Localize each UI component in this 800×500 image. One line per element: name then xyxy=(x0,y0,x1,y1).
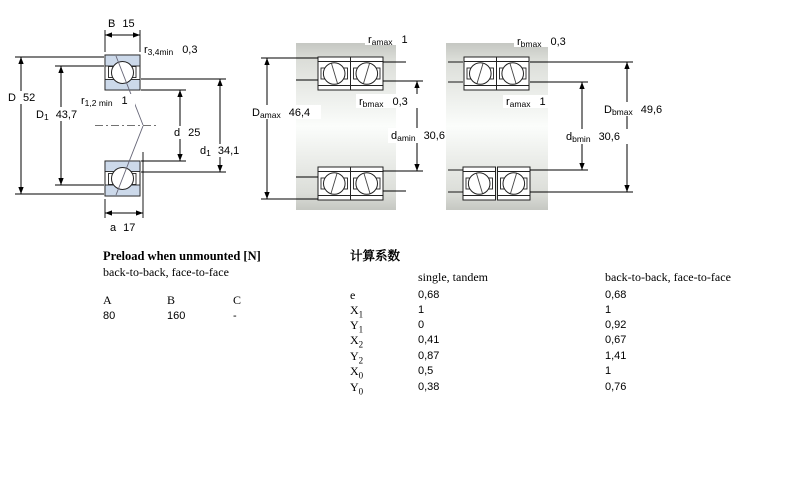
label-r12min: r1,2 min 1 xyxy=(81,95,128,108)
bearing-section xyxy=(351,167,384,200)
label-damin: damin 30,6 xyxy=(391,130,445,143)
label-rbmax-b: rbmax 0,3 xyxy=(517,36,566,49)
factor-value-single: 1 xyxy=(418,304,425,316)
bearing-section xyxy=(464,57,497,90)
factor-value-single: 0,41 xyxy=(418,334,440,346)
factors-col1-header: single, tandem xyxy=(418,270,488,284)
preload-value-c: - xyxy=(233,310,237,322)
factor-value-b2b: 1 xyxy=(605,304,612,316)
factor-value-b2b: 0,92 xyxy=(605,319,627,331)
dimension-D xyxy=(15,57,104,194)
preload-value-a: 80 xyxy=(103,310,116,322)
label-D1: D1 43,7 xyxy=(36,109,78,122)
paired-bearing-drawing-b xyxy=(446,35,671,210)
bearing-section xyxy=(351,57,384,90)
bearing-section xyxy=(318,57,351,90)
single-bearing-drawing xyxy=(5,18,241,234)
factor-row-label: $Y_2$ xyxy=(350,349,364,366)
preload-subtitle: back-to-back, face-to-face xyxy=(103,265,229,279)
label-D: D 52 xyxy=(8,92,36,104)
label-a: a 17 xyxy=(110,222,136,234)
label-Damax: Damax 46,4 xyxy=(252,107,311,120)
bearing-drawings xyxy=(0,0,800,245)
label-r34min: r3,4min 0,3 xyxy=(144,44,198,57)
bearing-section-top xyxy=(105,55,143,125)
bearing-section-bottom xyxy=(105,126,143,196)
paired-bearing-drawing-a xyxy=(249,33,454,210)
factor-value-single: 0,5 xyxy=(418,365,434,377)
bearing-section xyxy=(498,167,531,200)
preload-col-header-a: A xyxy=(103,293,112,307)
label-dbmin: dbmin 30,6 xyxy=(566,131,620,144)
factor-value-single: 0,87 xyxy=(418,350,440,362)
label-d1: d1 34,1 xyxy=(200,145,240,158)
label-rbmax-a: rbmax 0,3 xyxy=(359,96,408,109)
label-ramax-a: ramax 1 xyxy=(368,34,408,47)
preload-col-header-c: C xyxy=(233,293,242,307)
bearing-section xyxy=(497,57,530,90)
preload-title: Preload when unmounted [N] xyxy=(103,249,261,263)
factor-value-single: 0 xyxy=(418,319,425,331)
factor-row-label: $X_1$ xyxy=(350,303,364,320)
label-B: B 15 xyxy=(108,18,135,30)
factor-value-b2b: 1,41 xyxy=(605,350,627,362)
dimension-B xyxy=(105,30,140,52)
factor-row-label: $Y_1$ xyxy=(350,318,364,335)
factor-value-single: 0,68 xyxy=(418,289,440,301)
bearing-section xyxy=(463,167,496,200)
factor-row-label: $X_2$ xyxy=(350,333,364,350)
label-ramax-b: ramax 1 xyxy=(506,96,546,109)
factor-value-single: 0,38 xyxy=(418,381,440,393)
factor-row-label: $Y_0$ xyxy=(350,380,364,397)
dimension-d1 xyxy=(141,79,226,172)
factor-row-label: $X_0$ xyxy=(350,364,364,381)
factor-value-b2b: 0,68 xyxy=(605,289,627,301)
factor-value-b2b: 1 xyxy=(605,365,612,377)
label-Dbmax: Dbmax 49,6 xyxy=(604,104,663,117)
label-d: d 25 xyxy=(174,127,201,139)
factors-col2-header: back-to-back, face-to-face xyxy=(605,270,731,284)
preload-value-b: 160 xyxy=(167,310,186,322)
bearing-section xyxy=(318,167,351,200)
preload-col-header-b: B xyxy=(167,293,176,307)
factor-row-label: e xyxy=(350,288,356,302)
factor-value-b2b: 0,67 xyxy=(605,334,627,346)
factors-title: 计算系数 xyxy=(350,249,401,263)
factor-value-b2b: 0,76 xyxy=(605,381,627,393)
